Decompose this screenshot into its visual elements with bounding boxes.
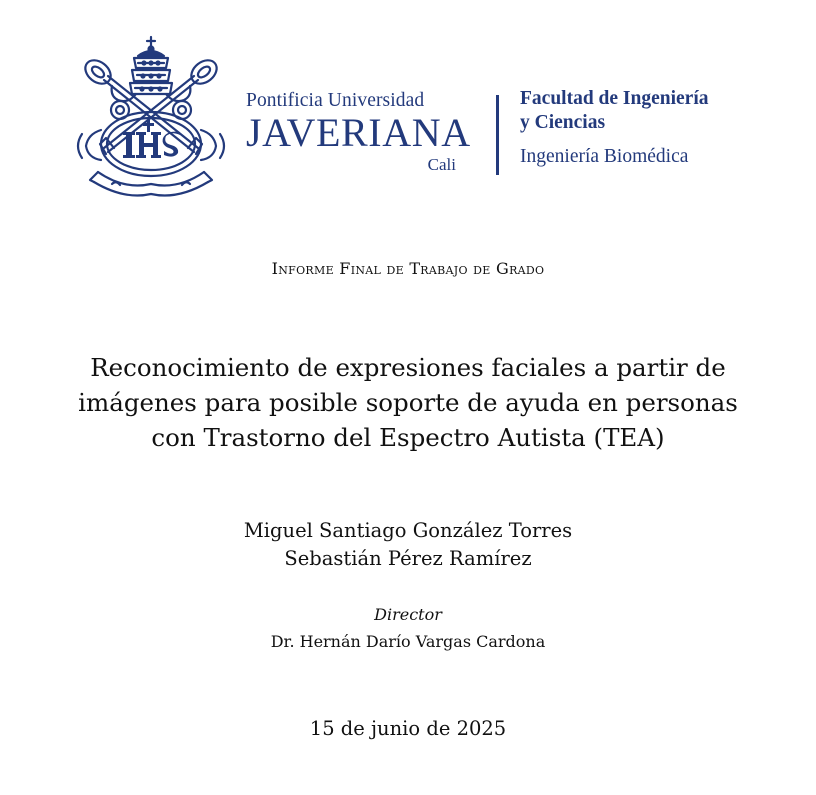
university-seal-logo — [68, 34, 234, 202]
faculty-block — [520, 87, 790, 169]
report-type: Informe Final de Trabajo de Grado — [271, 259, 545, 278]
faculty-name — [520, 87, 790, 135]
program-name: Ingeniería Biomédica — [520, 146, 689, 167]
university-name-line1: Pontificia Universidad — [246, 90, 425, 111]
university-campus: Cali — [427, 155, 456, 174]
thesis-title-line: Reconocimiento de expresiones faciales a partir de — [90, 353, 726, 382]
faculty-name-line2: y Ciencias — [520, 112, 606, 133]
faculty-name-line1: Facultad de Ingeniería — [520, 88, 709, 109]
thesis-title-line: con Trastorno del Espectro Autista (TEA) — [151, 423, 665, 452]
university-wordmark — [246, 90, 478, 174]
header-divider — [496, 95, 499, 175]
title-page-header — [0, 0, 816, 210]
document-date: 15 de junio de 2025 — [309, 717, 507, 740]
author-name: Miguel Santiago González Torres — [243, 519, 573, 542]
thesis-title — [0, 350, 816, 455]
director-role-label: Director — [374, 605, 442, 624]
author-name: Sebastián Pérez Ramírez — [284, 547, 532, 570]
university-name-line2: JAVERIANA — [246, 110, 471, 155]
thesis-title-line: imágenes para posible soporte de ayuda en personas — [78, 388, 738, 417]
director-name: Dr. Hernán Darío Vargas Cardona — [270, 632, 546, 651]
authors — [0, 517, 816, 573]
